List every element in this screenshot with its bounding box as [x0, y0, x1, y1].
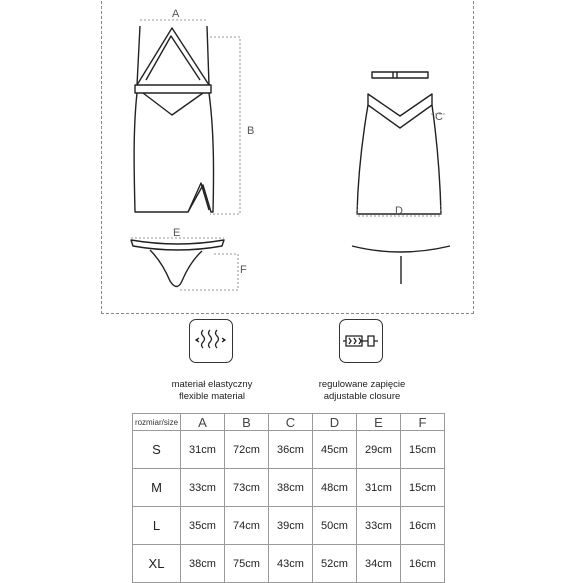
measure-cell: 33cm [357, 507, 401, 545]
size-cell: XL [133, 545, 181, 583]
feature-adjustable-closure [300, 379, 424, 403]
column-header: F [401, 414, 445, 431]
wavy-lines-icon [190, 320, 231, 361]
chemise-front-drawing [134, 26, 213, 212]
column-header: E [357, 414, 401, 431]
column-header: D [313, 414, 357, 431]
label-a: A [172, 8, 180, 20]
measure-cell: 15cm [401, 469, 445, 507]
measure-cell: 36cm [269, 431, 313, 469]
measure-cell: 31cm [357, 469, 401, 507]
feature-label-pl: regulowane zapięcie [318, 379, 406, 390]
measure-cell: 73cm [225, 469, 269, 507]
feature-label-pl: materiał elastyczny [171, 379, 253, 390]
column-header: C [269, 414, 313, 431]
size-table [132, 413, 445, 583]
adjustable-closure-icon-box [339, 319, 383, 363]
label-d: D [395, 205, 403, 217]
measure-cell: 43cm [269, 545, 313, 583]
measure-cell: 35cm [181, 507, 225, 545]
feature-label-en: adjustable closure [323, 391, 401, 402]
table-row [133, 507, 445, 545]
table-header-row [133, 414, 445, 431]
label-c: C [435, 111, 443, 123]
column-header: B [225, 414, 269, 431]
measure-cell: 45cm [313, 431, 357, 469]
measure-cell: 48cm [313, 469, 357, 507]
label-b: B [247, 125, 255, 137]
size-cell: S [133, 431, 181, 469]
measure-cell: 15cm [401, 431, 445, 469]
measure-cell: 38cm [269, 469, 313, 507]
label-f: F [240, 264, 247, 276]
measure-cell: 16cm [401, 507, 445, 545]
measure-cell: 38cm [181, 545, 225, 583]
thong-front-drawing [131, 240, 224, 287]
table-row [133, 431, 445, 469]
feature-flexible-material [150, 379, 274, 403]
table-corner-label: rozmiar/size [133, 414, 181, 431]
measure-cell: 29cm [357, 431, 401, 469]
measure-cell: 31cm [181, 431, 225, 469]
label-e: E [173, 227, 181, 239]
measure-cell: 39cm [269, 507, 313, 545]
chemise-back-drawing [357, 72, 441, 214]
feature-label-en: flexible material [179, 391, 245, 402]
adjustable-clasp-icon [340, 320, 381, 361]
measure-cell: 50cm [313, 507, 357, 545]
size-cell: M [133, 469, 181, 507]
flexible-material-icon-box [189, 319, 233, 363]
size-cell: L [133, 507, 181, 545]
measure-cell: 72cm [225, 431, 269, 469]
table-row [133, 545, 445, 583]
measure-cell: 52cm [313, 545, 357, 583]
column-header: A [181, 414, 225, 431]
measure-cell: 16cm [401, 545, 445, 583]
measure-cell: 34cm [357, 545, 401, 583]
measure-cell: 33cm [181, 469, 225, 507]
thong-back-drawing [352, 246, 450, 284]
measure-cell: 75cm [225, 545, 269, 583]
table-row [133, 469, 445, 507]
measure-cell: 74cm [225, 507, 269, 545]
